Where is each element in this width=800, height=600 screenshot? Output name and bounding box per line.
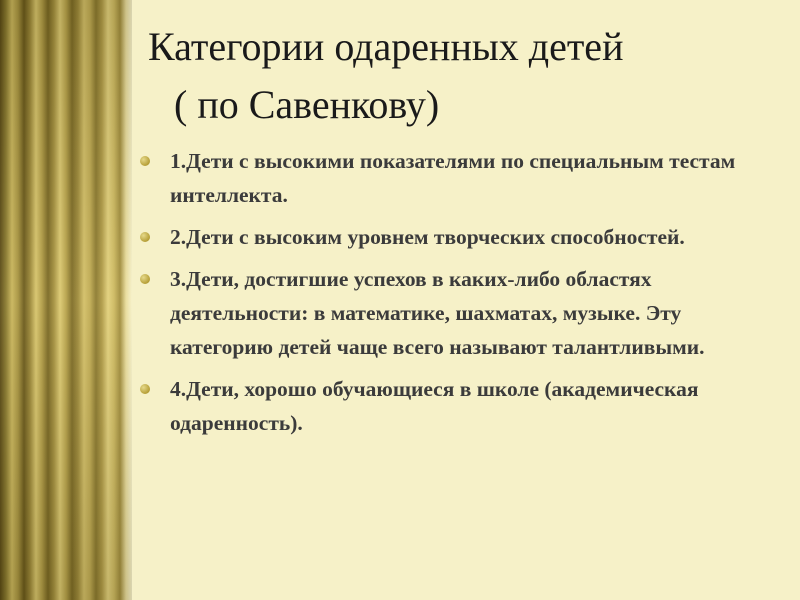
title-line-2: ( по Савенкову) (174, 82, 440, 127)
list-item-text: 1.Дети с высокими показателями по специальным тестам интеллекта. (170, 149, 736, 207)
list-item (132, 220, 772, 254)
slide-title (148, 18, 788, 134)
list-item (132, 262, 772, 364)
list-item-text: 2.Дети с высоким уровнем творческих способностей. (170, 225, 685, 249)
list-item (132, 372, 772, 440)
bullet-dot-icon (140, 156, 150, 166)
bullet-dot-icon (140, 232, 150, 242)
list-item-text: 3.Дети, достигшие успехов в каких-либо областях деятельности: в математике, шахматах, музыке. Эту категорию детей чаще всего называют талантливыми. (170, 267, 705, 359)
bullet-dot-icon (140, 274, 150, 284)
bullet-list (132, 144, 772, 448)
title-line-1: Категории одаренных детей (148, 24, 624, 69)
list-item (132, 144, 772, 212)
bullet-dot-icon (140, 384, 150, 394)
list-item-text: 4.Дети, хорошо обучающиеся в школе (академическая одаренность). (170, 377, 699, 435)
stripes-shading (0, 0, 132, 600)
